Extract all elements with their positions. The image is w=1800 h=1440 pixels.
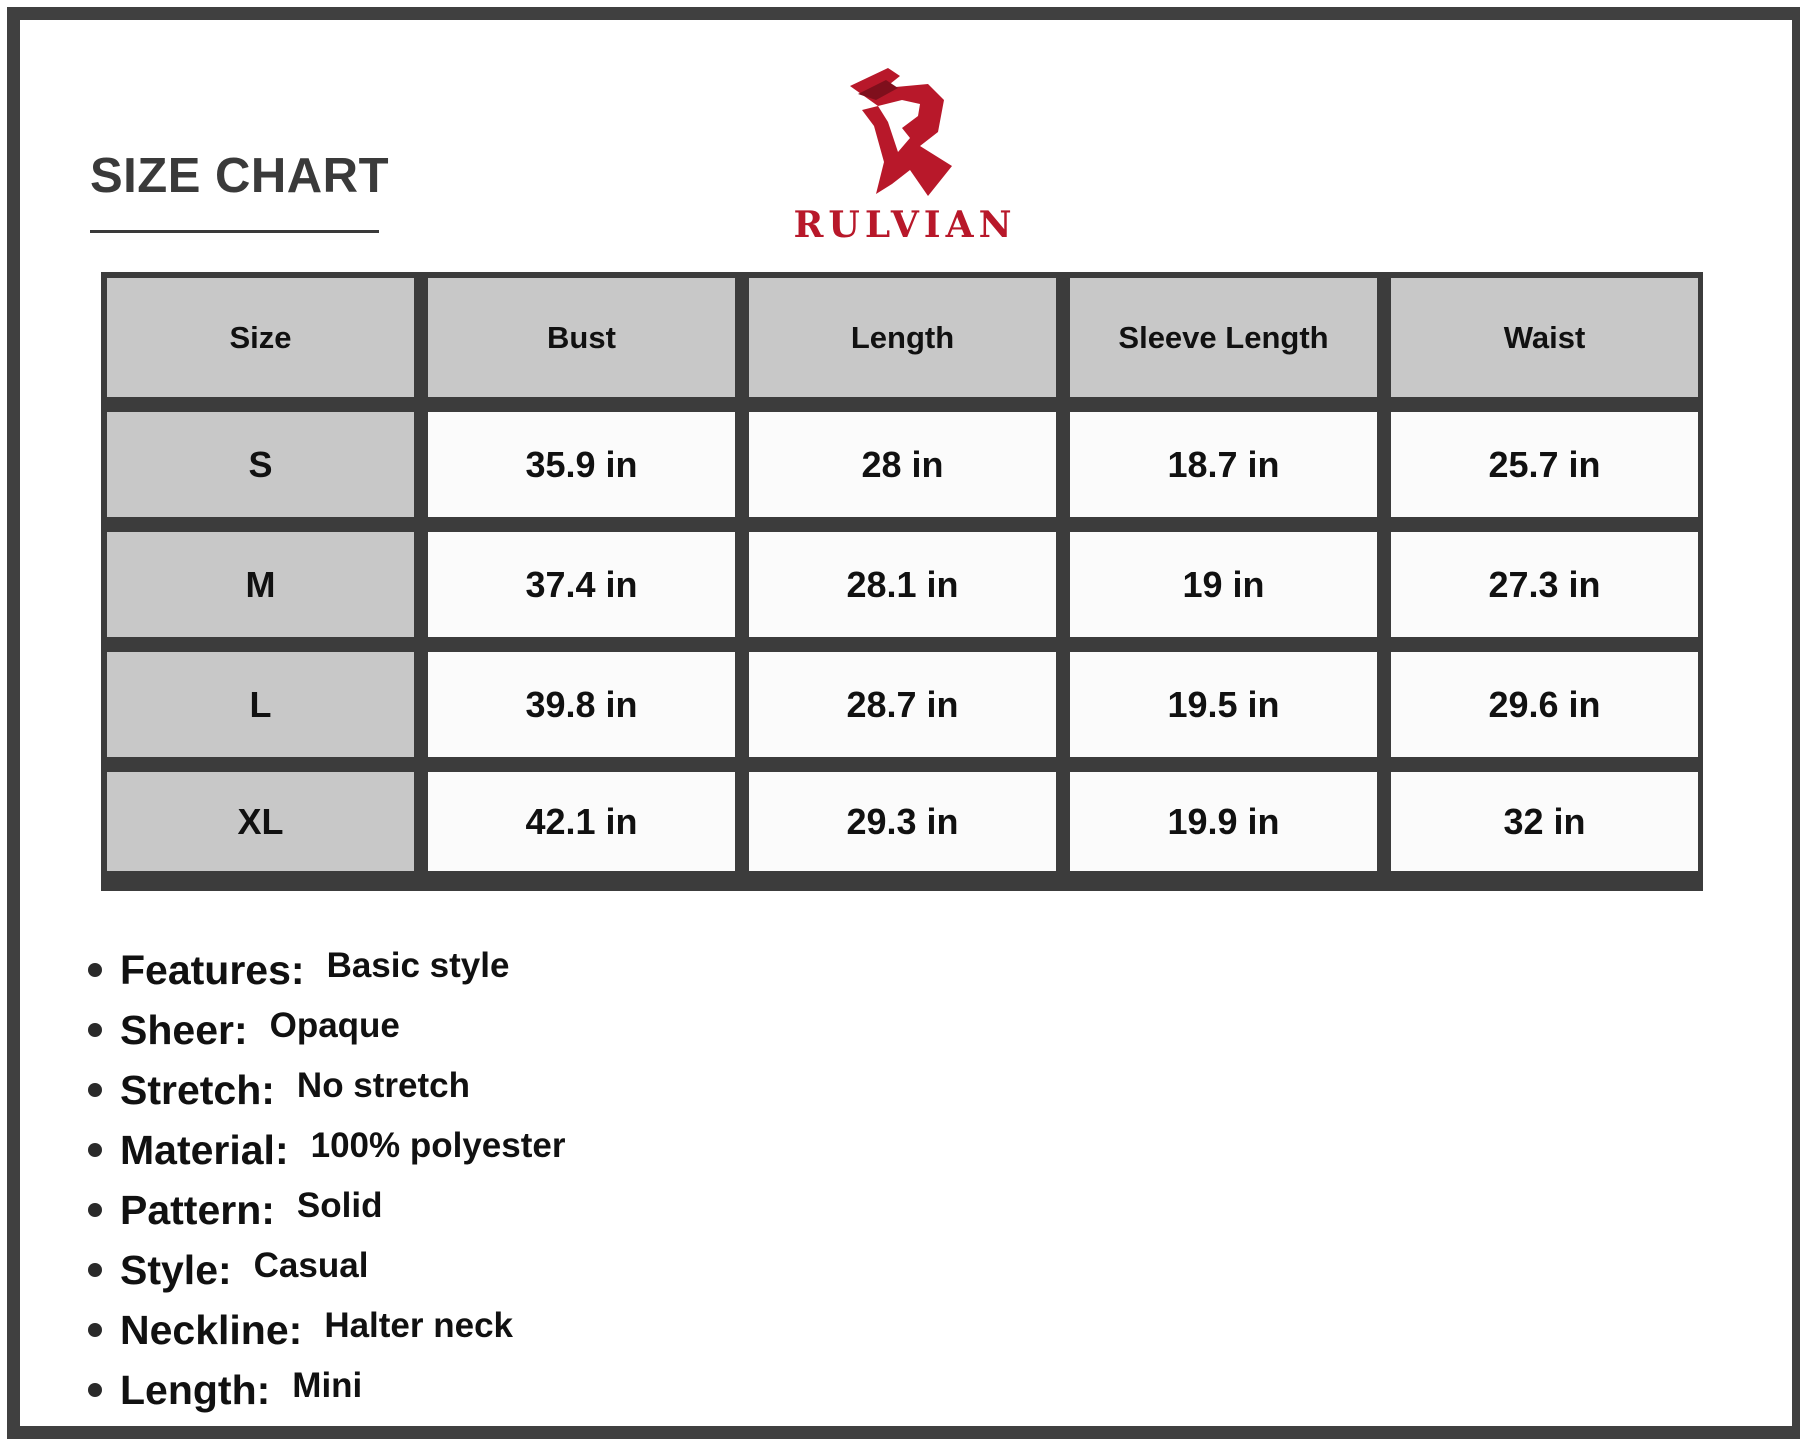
- feature-label: Stretch:: [120, 1066, 275, 1113]
- bullet-icon: [88, 1263, 102, 1277]
- feature-value: Solid: [296, 1186, 383, 1225]
- bullet-icon: [88, 1203, 102, 1217]
- size-table: [101, 272, 1703, 891]
- table-cell: 19.5 in: [1070, 652, 1377, 757]
- table-cell: 42.1 in: [428, 772, 735, 871]
- feature-value: Mini: [292, 1366, 363, 1405]
- table-cell: 39.8 in: [428, 652, 735, 757]
- list-item: [88, 1180, 565, 1240]
- size-label-cell: XL: [107, 772, 414, 871]
- feature-label: Style:: [120, 1246, 232, 1293]
- column-header-bust: Bust: [428, 278, 735, 397]
- table-cell: 28.1 in: [749, 532, 1056, 637]
- table-cell: 28 in: [749, 412, 1056, 517]
- feature-value: Opaque: [269, 1006, 400, 1045]
- column-header-sleeve-length: Sleeve Length: [1070, 278, 1377, 397]
- feature-value: Halter neck: [324, 1306, 514, 1345]
- column-header-size: Size: [107, 278, 414, 397]
- brand-logo: [780, 66, 1030, 246]
- list-item: [88, 1360, 565, 1420]
- bullet-icon: [88, 1383, 102, 1397]
- table-cell: 19 in: [1070, 532, 1377, 637]
- table-cell: 35.9 in: [428, 412, 735, 517]
- size-label-cell: L: [107, 652, 414, 757]
- bullet-icon: [88, 1023, 102, 1037]
- feature-label: Features:: [120, 946, 305, 993]
- size-label-cell: M: [107, 532, 414, 637]
- feature-label: Pattern:: [120, 1186, 275, 1233]
- title-underline: [90, 230, 379, 233]
- feature-list: [88, 940, 565, 1420]
- table-cell: 19.9 in: [1070, 772, 1377, 871]
- feature-label: Length:: [120, 1366, 271, 1413]
- feature-label: Neckline:: [120, 1306, 303, 1353]
- table-cell: 25.7 in: [1391, 412, 1698, 517]
- feature-value: Casual: [253, 1246, 369, 1285]
- feature-value: 100% polyester: [310, 1126, 566, 1165]
- column-header-waist: Waist: [1391, 278, 1698, 397]
- list-item: [88, 1000, 565, 1060]
- feature-label: Material:: [120, 1126, 289, 1173]
- bullet-icon: [88, 1083, 102, 1097]
- list-item: [88, 1060, 565, 1120]
- table-cell: 29.3 in: [749, 772, 1056, 871]
- list-item: [88, 940, 565, 1000]
- table-cell: 29.6 in: [1391, 652, 1698, 757]
- brand-name: RULVIAN: [793, 204, 1017, 246]
- brand-r-icon: [840, 66, 970, 201]
- feature-value: Basic style: [326, 946, 510, 985]
- table-cell: 32 in: [1391, 772, 1698, 871]
- column-header-length: Length: [749, 278, 1056, 397]
- bullet-icon: [88, 1323, 102, 1337]
- bullet-icon: [88, 1143, 102, 1157]
- bullet-icon: [88, 963, 102, 977]
- page-title: SIZE CHART: [90, 149, 389, 203]
- feature-label: Sheer:: [120, 1006, 248, 1053]
- table-cell: 18.7 in: [1070, 412, 1377, 517]
- size-label-cell: S: [107, 412, 414, 517]
- feature-value: No stretch: [296, 1066, 471, 1105]
- table-cell: 37.4 in: [428, 532, 735, 637]
- list-item: [88, 1240, 565, 1300]
- table-cell: 28.7 in: [749, 652, 1056, 757]
- list-item: [88, 1120, 565, 1180]
- list-item: [88, 1300, 565, 1360]
- table-cell: 27.3 in: [1391, 532, 1698, 637]
